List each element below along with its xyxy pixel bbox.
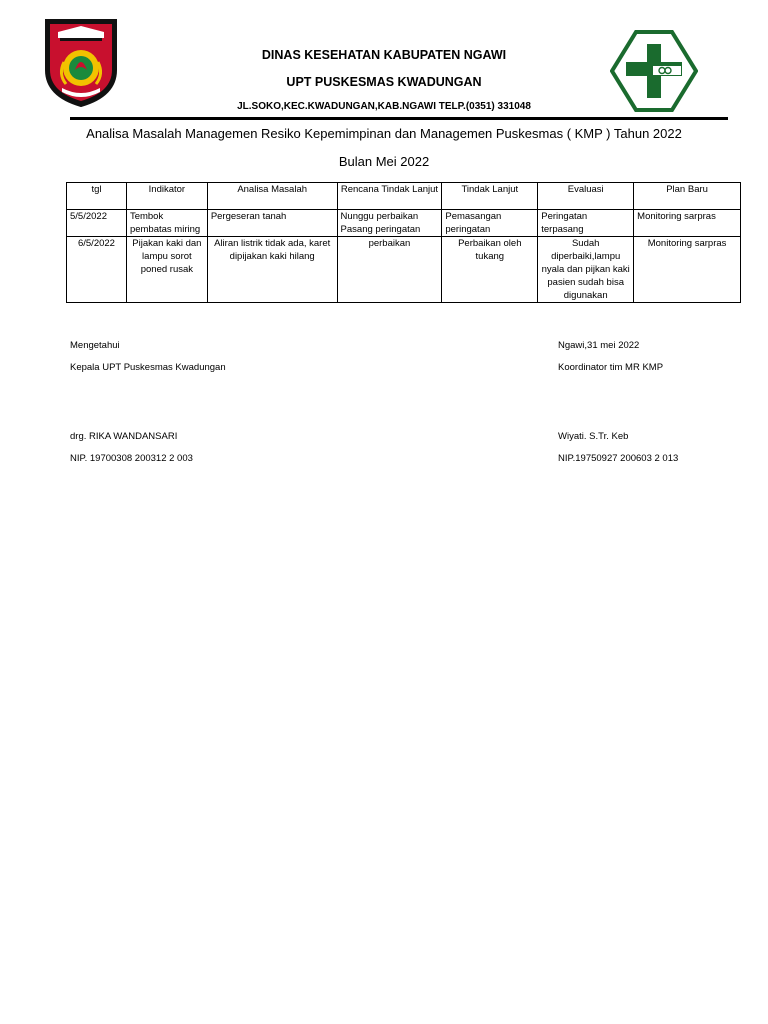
unit-name: UPT PUSKESMAS KWADUNGAN bbox=[286, 75, 482, 89]
header-divider bbox=[70, 117, 728, 120]
cell-rencana-tindak-lanjut: perbaikan bbox=[337, 237, 442, 303]
header-evaluasi: Evaluasi bbox=[538, 183, 634, 210]
cell-tgl: 6/5/2022 bbox=[67, 237, 127, 303]
cell-tindak-lanjut: Pemasangan peringatan bbox=[442, 210, 538, 237]
left-acknowledged: Mengetahui bbox=[70, 340, 120, 351]
cell-rencana-tindak-lanjut: Nunggu perbaikan Pasang peringatan bbox=[337, 210, 442, 237]
cell-tindak-lanjut: Perbaikan oleh tukang bbox=[442, 237, 538, 303]
address: JL.SOKO,KEC.KWADUNGAN,KAB.NGAWI TELP.(0351) 331048 bbox=[237, 101, 531, 112]
header-tindak-lanjut: Tindak Lanjut bbox=[442, 183, 538, 210]
risk-analysis-table bbox=[66, 182, 741, 303]
cell-evaluasi: Peringatan terpasang bbox=[538, 210, 634, 237]
right-signatory-name: Wiyati. S.Tr. Keb bbox=[558, 431, 629, 442]
document-title: Analisa Masalah Managemen Resiko Kepemimpinan dan Managemen Puskesmas ( KMP ) Tahun 2022 bbox=[86, 126, 682, 141]
table-row bbox=[67, 237, 741, 303]
cell-evaluasi: Sudah diperbaiki,lampu nyala dan pijkan kaki pasien sudah bisa digunakan bbox=[538, 237, 634, 303]
agency-name: DINAS KESEHATAN KABUPATEN NGAWI bbox=[261, 48, 507, 62]
header-analisa-masalah: Analisa Masalah bbox=[207, 183, 337, 210]
table-row bbox=[67, 210, 741, 237]
right-position: Koordinator tim MR KMP bbox=[558, 362, 664, 373]
header-rencana-tindak-lanjut: Rencana Tindak Lanjut bbox=[337, 183, 442, 210]
cell-plan-baru: Monitoring sarpras bbox=[634, 237, 741, 303]
cell-analisa-masalah: Aliran listrik tidak ada, karet dipijakan kaki hilang bbox=[207, 237, 337, 303]
cell-analisa-masalah: Pergeseran tanah bbox=[207, 210, 337, 237]
header-indikator: Indikator bbox=[126, 183, 207, 210]
header-plan-baru: Plan Baru bbox=[634, 183, 741, 210]
puskesmas-logo bbox=[610, 30, 698, 112]
cell-indikator: Tembok pembatas miring bbox=[126, 210, 207, 237]
cell-tgl: 5/5/2022 bbox=[67, 210, 127, 237]
right-nip: NIP.19750927 200603 2 013 bbox=[558, 453, 679, 464]
cell-indikator: Pijakan kaki dan lampu sorot poned rusak bbox=[126, 237, 207, 303]
ngawi-regency-emblem bbox=[44, 18, 118, 108]
left-signatory-name: drg. RIKA WANDANSARI bbox=[70, 431, 178, 442]
left-position: Kepala UPT Puskesmas Kwadungan bbox=[70, 362, 226, 373]
left-nip: NIP. 19700308 200312 2 003 bbox=[70, 453, 193, 464]
header-tgl: tgl bbox=[67, 183, 127, 210]
right-place-date: Ngawi,31 mei 2022 bbox=[558, 340, 640, 351]
table-header-row bbox=[67, 183, 741, 210]
document-period: Bulan Mei 2022 bbox=[338, 154, 430, 169]
cell-plan-baru: Monitoring sarpras bbox=[634, 210, 741, 237]
